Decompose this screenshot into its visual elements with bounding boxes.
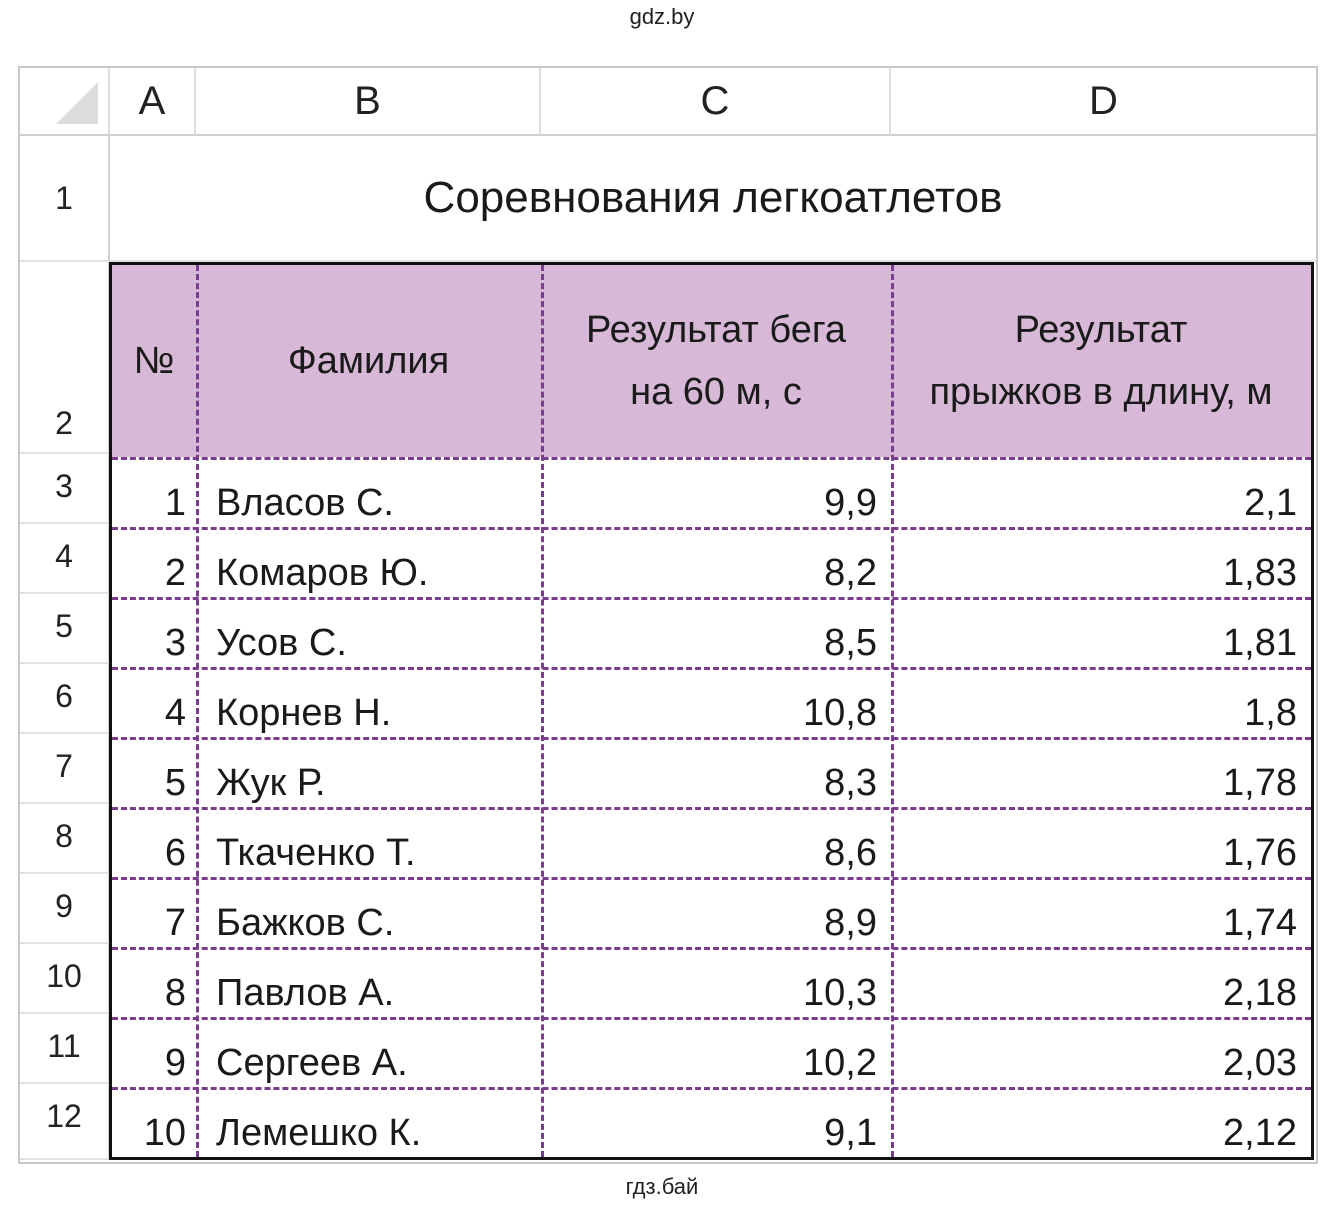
row-gridline: [112, 527, 1311, 530]
cell-run-result[interactable]: 10,3: [803, 972, 877, 1014]
cell-jump-result[interactable]: 1,74: [1223, 902, 1297, 944]
cell-number[interactable]: 3: [164, 622, 186, 664]
header-surname: Фамилия: [287, 340, 450, 382]
row-gridline: [112, 737, 1311, 740]
select-all-triangle-icon: [56, 82, 98, 124]
cell-number[interactable]: 1: [164, 482, 186, 524]
cell-surname[interactable]: Жук Р.: [216, 762, 326, 804]
header-number: №: [133, 340, 175, 382]
sheet-title-cell[interactable]: Соревнования легкоатлетов: [110, 136, 1316, 262]
cell-run-result[interactable]: 10,2: [803, 1042, 877, 1084]
cell-surname[interactable]: Комаров Ю.: [216, 552, 429, 594]
cell-number[interactable]: 8: [164, 972, 186, 1014]
column-gridline: [891, 265, 894, 1157]
cell-surname[interactable]: Корнев Н.: [216, 692, 392, 734]
header-run-line2: на 60 м, с: [630, 371, 802, 413]
cell-number[interactable]: 9: [164, 1042, 186, 1084]
column-gridline: [541, 265, 544, 1157]
row-header-7[interactable]: 7: [20, 734, 110, 804]
header-jump-cell[interactable]: [891, 265, 1311, 457]
cell-jump-result[interactable]: 2,18: [1223, 972, 1297, 1014]
row-header-6[interactable]: 6: [20, 664, 110, 734]
cell-number[interactable]: 7: [164, 902, 186, 944]
row-header-4[interactable]: 4: [20, 524, 110, 594]
column-header-d[interactable]: D: [891, 68, 1316, 136]
cell-surname[interactable]: Павлов А.: [216, 972, 395, 1014]
header-number-cell[interactable]: [112, 265, 196, 457]
row-gridline: [112, 807, 1311, 810]
header-run-cell[interactable]: [541, 265, 891, 457]
row-gridline: [112, 667, 1311, 670]
row-gridline: [112, 1017, 1311, 1020]
row-header-11[interactable]: 11: [20, 1014, 110, 1084]
watermark-top: gdz.by: [629, 4, 695, 29]
column-gridline: [196, 265, 199, 1157]
cell-jump-result[interactable]: 2,12: [1223, 1112, 1297, 1154]
row-header-1[interactable]: 1: [20, 136, 110, 262]
cell-number[interactable]: 2: [164, 552, 186, 594]
header-run-line1: Результат бега: [585, 309, 846, 351]
header-jump-line2: прыжков в длину, м: [929, 371, 1273, 413]
cell-jump-result[interactable]: 1,83: [1223, 552, 1297, 594]
results-table: [109, 262, 1314, 1160]
spreadsheet: [18, 66, 1318, 1164]
select-all-corner[interactable]: [20, 68, 110, 136]
column-header-b[interactable]: B: [196, 68, 541, 136]
cell-run-result[interactable]: 10,8: [803, 692, 877, 734]
cell-surname[interactable]: Ткаченко Т.: [216, 832, 416, 874]
cell-number[interactable]: 4: [164, 692, 186, 734]
row-gridline: [112, 877, 1311, 880]
column-header-a[interactable]: A: [110, 68, 196, 136]
cell-surname[interactable]: Усов С.: [216, 622, 347, 664]
row-header-2[interactable]: 2: [20, 262, 110, 454]
header-jump-line1: Результат: [1014, 309, 1188, 351]
cell-jump-result[interactable]: 2,03: [1223, 1042, 1297, 1084]
cell-run-result[interactable]: 8,3: [824, 762, 877, 804]
cell-run-result[interactable]: 8,2: [824, 552, 877, 594]
cell-jump-result[interactable]: 1,76: [1223, 832, 1297, 874]
cell-number[interactable]: 6: [164, 832, 186, 874]
cell-jump-result[interactable]: 1,78: [1223, 762, 1297, 804]
cell-run-result[interactable]: 8,5: [824, 622, 877, 664]
cell-number[interactable]: 5: [164, 762, 186, 804]
row-gridline: [112, 597, 1311, 600]
cell-number[interactable]: 10: [143, 1112, 186, 1154]
cell-surname[interactable]: Власов С.: [216, 482, 394, 524]
row-header-5[interactable]: 5: [20, 594, 110, 664]
row-header-12[interactable]: 12: [20, 1084, 110, 1160]
cell-run-result[interactable]: 9,9: [824, 482, 877, 524]
row-header-3[interactable]: 3: [20, 454, 110, 524]
row-gridline: [112, 1087, 1311, 1090]
column-header-c[interactable]: C: [541, 68, 891, 136]
row-header-10[interactable]: 10: [20, 944, 110, 1014]
cell-run-result[interactable]: 8,9: [824, 902, 877, 944]
watermark-bottom: гдз.бай: [625, 1174, 699, 1199]
cell-surname[interactable]: Лемешко К.: [216, 1112, 422, 1154]
header-surname-cell[interactable]: [196, 265, 541, 457]
cell-jump-result[interactable]: 1,8: [1244, 692, 1297, 734]
row-header-9[interactable]: 9: [20, 874, 110, 944]
cell-jump-result[interactable]: 1,81: [1223, 622, 1297, 664]
cell-jump-result[interactable]: 2,1: [1244, 482, 1297, 524]
cell-run-result[interactable]: 9,1: [824, 1112, 877, 1154]
row-header-8[interactable]: 8: [20, 804, 110, 874]
row-gridline: [112, 947, 1311, 950]
row-gridline: [112, 457, 1311, 460]
cell-run-result[interactable]: 8,6: [824, 832, 877, 874]
cell-surname[interactable]: Бажков С.: [216, 902, 395, 944]
cell-surname[interactable]: Сергеев А.: [216, 1042, 408, 1084]
